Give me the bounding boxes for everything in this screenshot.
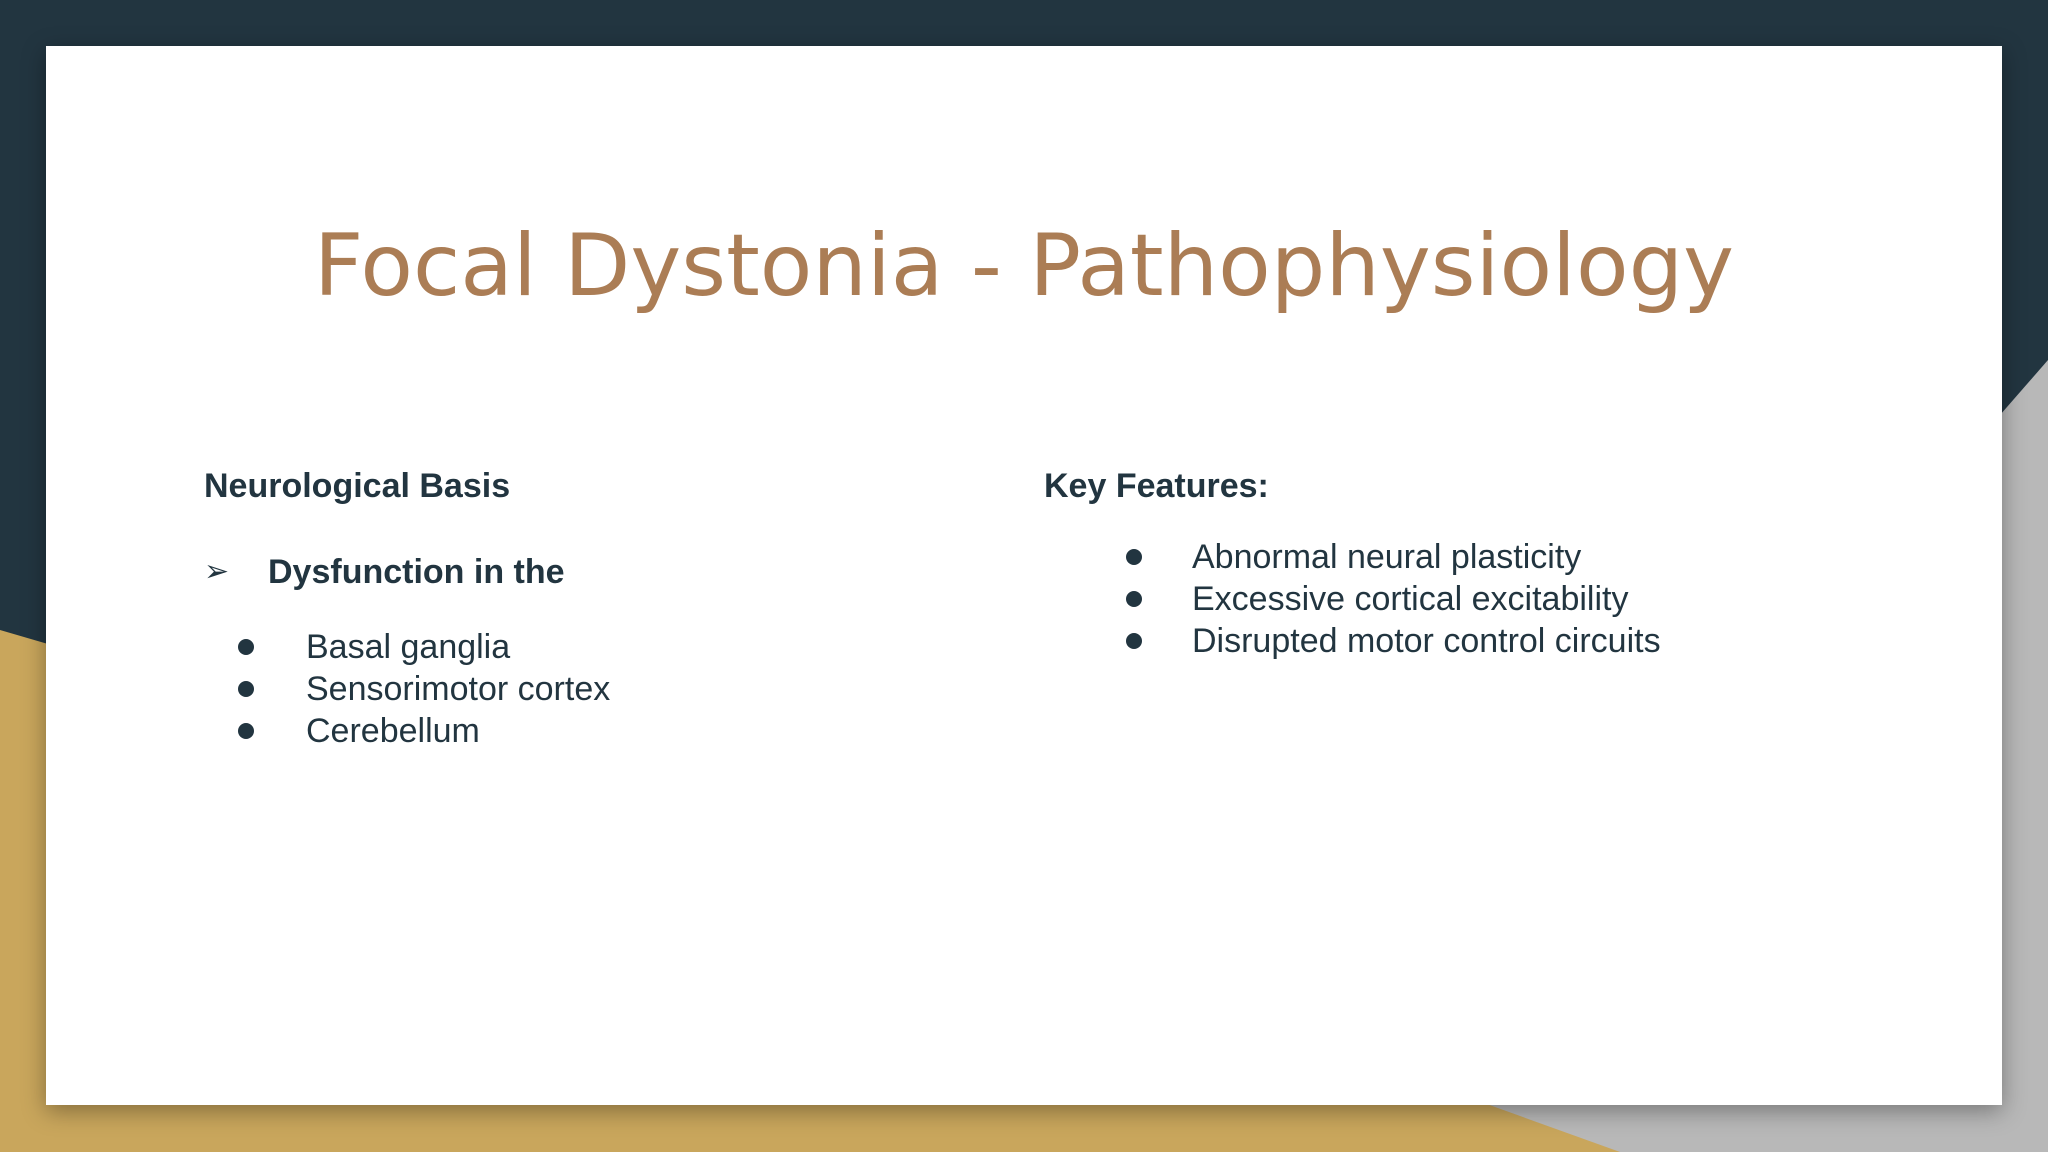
left-column xyxy=(204,466,904,752)
list-item-text: Sensorimotor cortex xyxy=(306,669,611,708)
list-item xyxy=(1126,536,1844,578)
slide-title: Focal Dystonia - Pathophysiology xyxy=(313,216,1735,316)
list-item xyxy=(1126,578,1844,620)
list-item xyxy=(238,668,904,710)
left-bullet-list xyxy=(238,626,904,752)
bullet-icon xyxy=(238,723,254,739)
bullet-icon xyxy=(1126,633,1142,649)
right-column-heading: Key Features: xyxy=(1044,467,1269,505)
list-item-text: Cerebellum xyxy=(306,711,480,750)
arrow-list-item xyxy=(204,550,904,594)
right-column xyxy=(1044,466,1844,662)
list-item-text: Excessive cortical excitability xyxy=(1192,579,1629,618)
bullet-icon xyxy=(1126,549,1142,565)
list-item xyxy=(1126,620,1844,662)
bullet-icon xyxy=(238,681,254,697)
list-item-text: Disrupted motor control circuits xyxy=(1192,621,1661,660)
list-item xyxy=(238,626,904,668)
bullet-icon xyxy=(1126,591,1142,607)
arrow-list-item-text: Dysfunction in the xyxy=(268,552,565,591)
left-column-heading: Neurological Basis xyxy=(204,467,511,505)
slide xyxy=(46,46,2002,1105)
list-item-text: Abnormal neural plasticity xyxy=(1192,537,1582,576)
list-item-text: Basal ganglia xyxy=(306,627,511,666)
bullet-icon xyxy=(238,639,254,655)
list-item xyxy=(238,710,904,752)
right-bullet-list xyxy=(1126,536,1844,662)
arrowhead-bullet-icon: ➢ xyxy=(204,555,230,588)
